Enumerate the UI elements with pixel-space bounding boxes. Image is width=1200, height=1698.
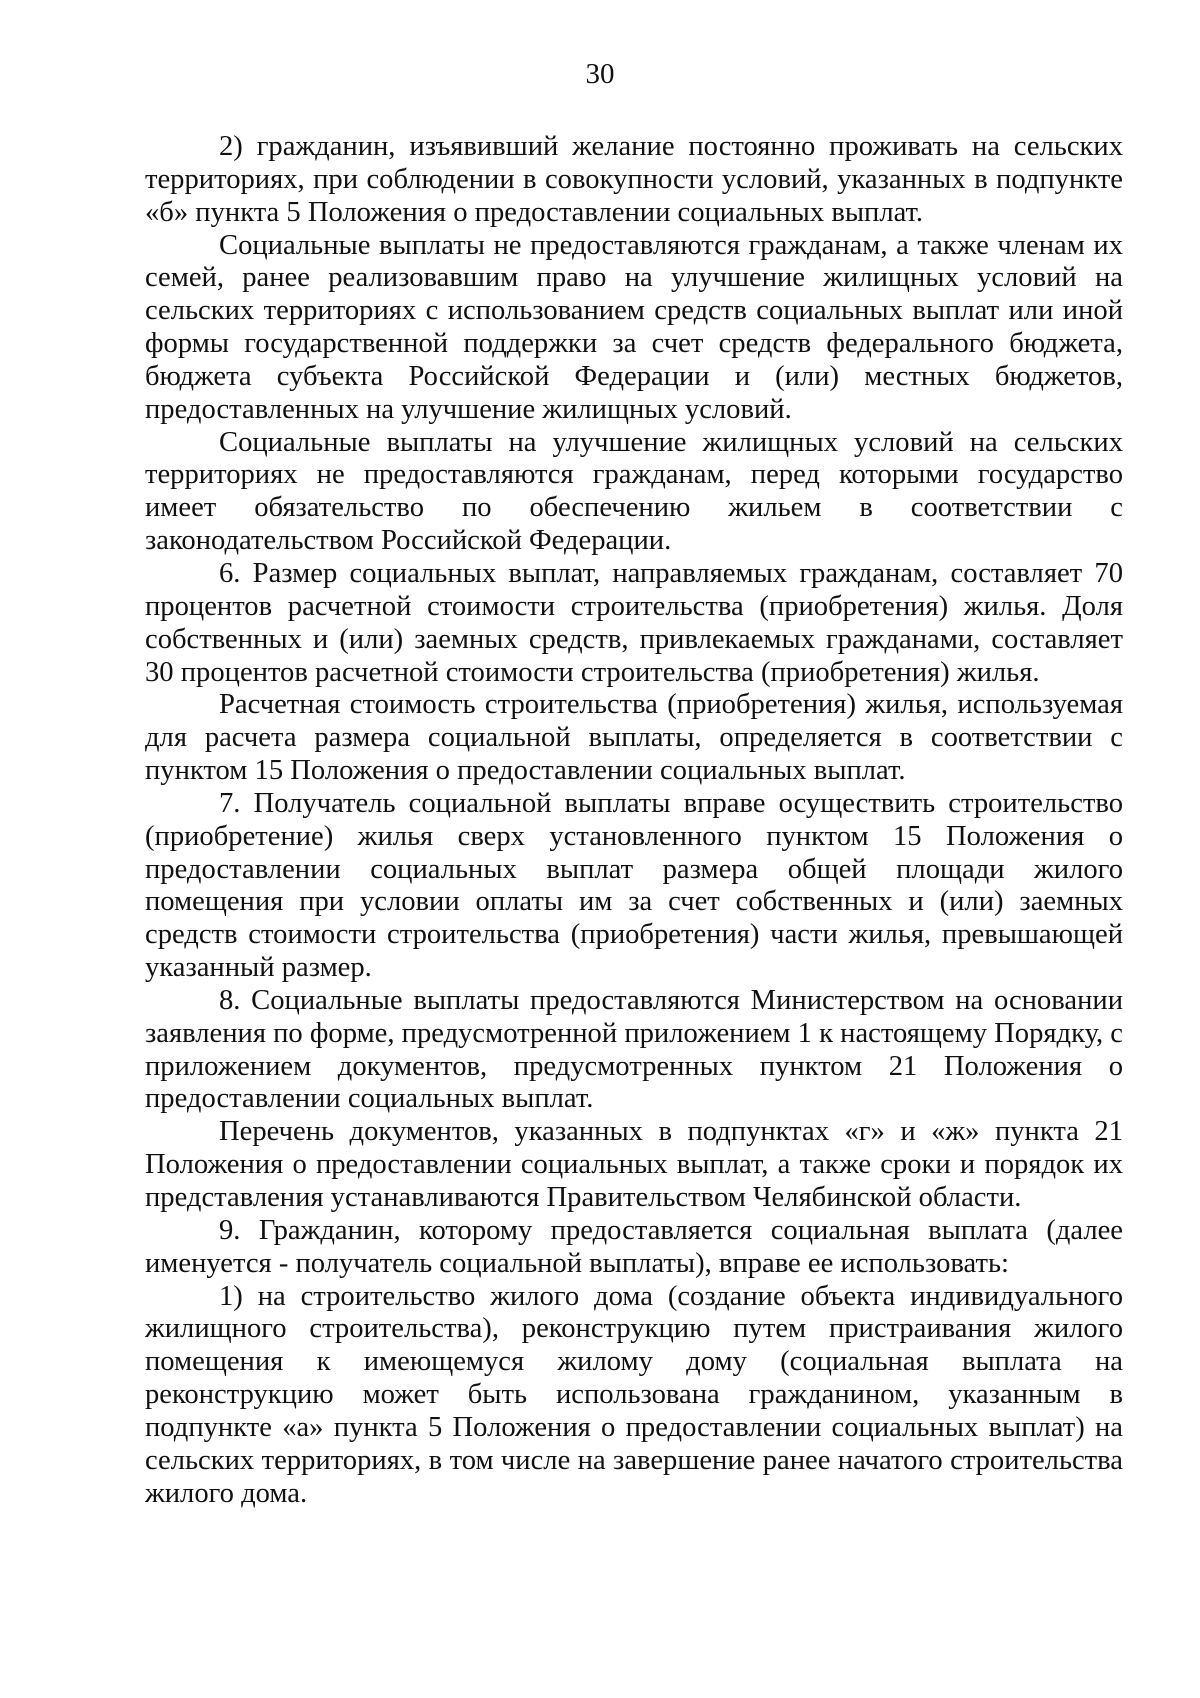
paragraph-use-subitem-1-construction: 1) на строительство жилого дома (создание объекта индивидуального жилищного строительства), реконструкцию путем пристраивания жилого помещения к имеющемуся жилому дому (социальная выплата на реконструкцию может быть использована гражданином, указанным в подпункте «а» пункта 5 Положения о предоставлении социальных выплат) на сельских территориях, в том числе на завершение ранее начатого строительства жилого дома.: [145, 1280, 1123, 1509]
paragraph-item-9-use-of-payment: 9. Гражданин, которому предоставляется социальная выплата (далее именуется - получатель социальной выплаты), вправе ее использовать:: [145, 1214, 1123, 1279]
paragraph-documents-list: Перечень документов, указанных в подпунктах «г» и «ж» пункта 21 Положения о предоставлении социальных выплат, а также сроки и порядок их представления устанавливаются Правительством Челябинской области.: [145, 1116, 1123, 1213]
paragraph-payments-not-provided-prior: Социальные выплаты не предоставляются гражданам, а также членам их семей, ранее реализовавшим право на улучшение жилищных условий на сельских территориях с использованием средств социальных выплат или иной формы государственной поддержки за счет средств федерального бюджета, бюджета субъекта Российской Федерации и (или) местных бюджетов, предоставленных на улучшение жилищных условий.: [145, 229, 1123, 425]
paragraph-subitem-2-citizen: 2) гражданин, изъявивший желание постоянно проживать на сельских территориях, при соблюдении в совокупности условий, указанных в подпункте «б» пункта 5 Положения о предоставлении социальных выплат.: [145, 131, 1123, 228]
page-number: 30: [585, 58, 615, 90]
paragraph-item-7-excess-area: 7. Получатель социальной выплаты вправе осуществить строительство (приобретение) жилья сверх установленного пунктом 15 Положения о предоставлении социальных выплат размера общей площади жилого помещения при условии оплаты им за счет собственных и (или) заемных средств стоимости строительства (приобретения) части жилья, превышающей указанный размер.: [145, 787, 1123, 984]
paragraph-item-6-payment-size: 6. Размер социальных выплат, направляемых гражданам, составляет 70 процентов расчетной стоимости строительства (приобретения) жилья. Доля собственных и (или) заемных средств, привлекаемых гражданами, составляет 30 процентов расчетной стоимости строительства (приобретения) жилья.: [145, 557, 1123, 688]
paragraph-payments-not-provided-state-obligation: Социальные выплаты на улучшение жилищных условий на сельских территориях не предоставляются гражданам, перед которыми государство имеет обязательство по обеспечению жильем в соответствии с законодательством Российской Федерации.: [145, 426, 1123, 557]
paragraph-estimated-cost: Расчетная стоимость строительства (приобретения) жилья, используемая для расчета размера социальной выплаты, определяется в соответствии с пунктом 15 Положения о предоставлении социальных выплат.: [145, 689, 1123, 787]
paragraph-item-8-application: 8. Социальные выплаты предоставляются Министерством на основании заявления по форме, предусмотренной приложением 1 к настоящему Порядку, с приложением документов, предусмотренных пунктом 21 Положения о предоставлении социальных выплат.: [145, 984, 1123, 1115]
document-body: [145, 131, 1123, 1510]
